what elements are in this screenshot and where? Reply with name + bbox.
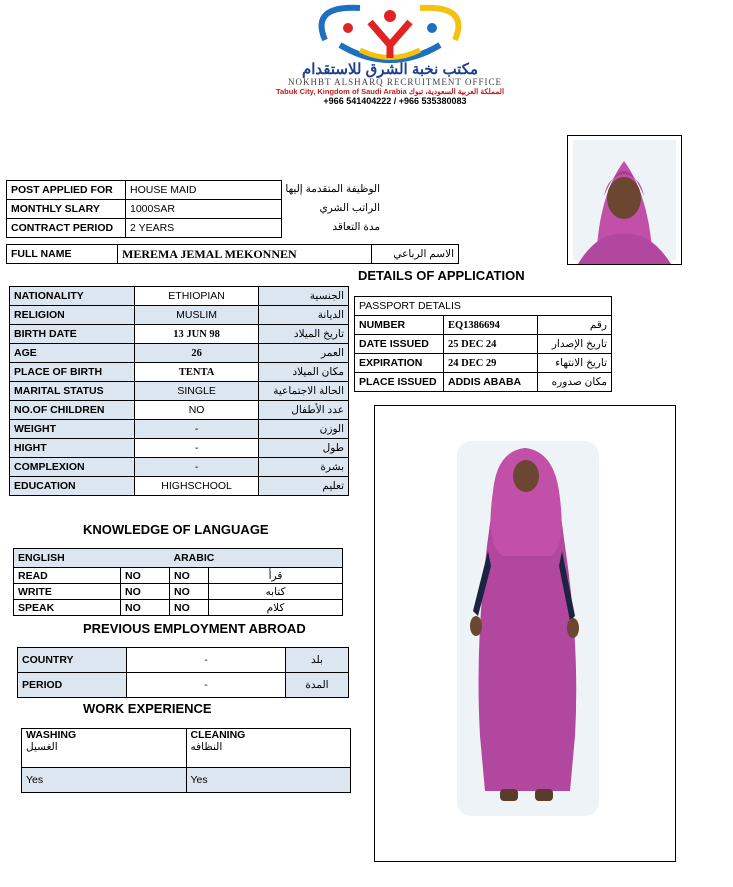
passport-label: DATE ISSUED [355, 335, 444, 354]
personal-row [10, 458, 349, 477]
post-label: MONTHLY SLARY [7, 200, 126, 219]
passport-value: 25 DEC 24 [444, 335, 538, 354]
employment-row [18, 648, 349, 673]
personal-row [10, 477, 349, 496]
language-title: KNOWLEDGE OF LANGUAGE [83, 522, 269, 537]
personal-row [10, 344, 349, 363]
personal-value: - [134, 420, 259, 439]
passport-value: EQ1386694 [444, 316, 538, 335]
work-cleaning-en: CLEANING [190, 729, 246, 741]
personal-ar-label: تعليم [259, 477, 349, 496]
personal-ar-label: مكان الميلاد [259, 363, 349, 382]
work-title: WORK EXPERIENCE [83, 701, 212, 716]
employment-ar-label: المدة [286, 673, 349, 698]
personal-label: NO.OF CHILDREN [10, 401, 135, 420]
language-ar-label: كتابه [209, 584, 343, 600]
personal-row [10, 439, 349, 458]
language-skill-label: WRITE [14, 584, 121, 600]
post-label: CONTRACT PERIOD [7, 219, 126, 238]
passport-title: PASSPORT DETALIS [355, 297, 612, 316]
passport-ar-label: مكان صدوره [538, 373, 612, 392]
post-value: HOUSE MAID [126, 181, 282, 200]
fullname-label: FULL NAME [7, 245, 118, 264]
passport-ar-label: تاريخ الانتهاء [538, 354, 612, 373]
personal-value: SINGLE [134, 382, 259, 401]
fullname-ar-label: الاسم الرباعي [372, 245, 459, 264]
personal-value: HIGHSCHOOL [134, 477, 259, 496]
passport-row [355, 335, 612, 354]
personal-row [10, 325, 349, 344]
post-label: POST APPLIED FOR [7, 181, 126, 200]
passport-value: 24 DEC 29 [444, 354, 538, 373]
personal-label: RELIGION [10, 306, 135, 325]
work-washing-en: WASHING [26, 729, 77, 741]
personal-value: - [134, 439, 259, 458]
post-table [6, 180, 282, 238]
language-english-value: NO [121, 584, 170, 600]
arabic-header: ARABIC [170, 549, 343, 568]
employment-value: - [127, 648, 286, 673]
employment-title: PREVIOUS EMPLOYMENT ABROAD [83, 621, 306, 636]
passport-value: ADDIS ABABA [444, 373, 538, 392]
passport-label: PLACE ISSUED [355, 373, 444, 392]
language-skill-label: SPEAK [14, 600, 121, 616]
personal-table [9, 286, 349, 496]
personal-label: NATIONALITY [10, 287, 135, 306]
personal-row [10, 382, 349, 401]
personal-row [10, 306, 349, 325]
english-header: ENGLISH [14, 549, 170, 568]
portrait-photo-frame [567, 135, 682, 265]
language-english-value: NO [121, 600, 170, 616]
post-ar-label: مدة التعاقد [332, 221, 380, 233]
passport-row [355, 373, 612, 392]
personal-ar-label: طول [259, 439, 349, 458]
personal-label: MARITAL STATUS [10, 382, 135, 401]
personal-ar-label: الوزن [259, 420, 349, 439]
personal-value: ETHIOPIAN [134, 287, 259, 306]
personal-label: EDUCATION [10, 477, 135, 496]
personal-value: NO [134, 401, 259, 420]
personal-ar-label: الحالة الاجتماعية [259, 382, 349, 401]
personal-label: HIGHT [10, 439, 135, 458]
personal-label: BIRTH DATE [10, 325, 135, 344]
post-ar-label: الوظيفة المتقدمة إليها [285, 183, 380, 195]
address-en: Tabuk City, Kingdom of Saudi Arabia [275, 87, 407, 96]
language-row [14, 584, 343, 600]
work-cleaning-ar: النظافه [190, 741, 223, 753]
post-value: 1000SAR [126, 200, 282, 219]
passport-ar-label: تاريخ الإصدار [538, 335, 612, 354]
post-ar-label: الراتب الشري [319, 202, 380, 214]
portrait-photo [568, 136, 681, 264]
passport-table [354, 296, 612, 392]
fullname-table [6, 244, 459, 264]
personal-ar-label: الجنسية [259, 287, 349, 306]
employment-label: COUNTRY [18, 648, 127, 673]
language-arabic-value: NO [170, 584, 209, 600]
passport-row [355, 316, 612, 335]
language-table [13, 548, 343, 616]
personal-row [10, 401, 349, 420]
office-name-en: NOKHBT ALSHARQ RECRUITMENT OFFICE [288, 77, 502, 87]
language-arabic-value: NO [170, 600, 209, 616]
full-body-photo [375, 406, 675, 861]
header [230, 0, 550, 110]
personal-value: 26 [134, 344, 259, 363]
personal-ar-label: عدد الأطفال [259, 401, 349, 420]
language-row [14, 600, 343, 616]
personal-label: COMPLEXION [10, 458, 135, 477]
personal-row [10, 420, 349, 439]
language-skill-label: READ [14, 568, 121, 584]
personal-ar-label: الديانة [259, 306, 349, 325]
post-value: 2 YEARS [126, 219, 282, 238]
post-row [7, 219, 282, 238]
personal-value: MUSLIM [134, 306, 259, 325]
personal-ar-label: بشرة [259, 458, 349, 477]
personal-value: 13 JUN 98 [134, 325, 259, 344]
passport-label: EXPIRATION [355, 354, 444, 373]
work-washing-value: Yes [22, 768, 187, 793]
work-washing-ar: الغسيل [26, 741, 58, 753]
employment-value: - [127, 673, 286, 698]
language-arabic-value: NO [170, 568, 209, 584]
details-title: DETAILS OF APPLICATION [358, 268, 525, 283]
personal-label: WEIGHT [10, 420, 135, 439]
address-ar: المملكة العربية السعودية، تبوك [408, 87, 505, 96]
work-table [21, 728, 351, 793]
language-english-value: NO [121, 568, 170, 584]
language-row [14, 568, 343, 584]
personal-ar-label: العمر [259, 344, 349, 363]
personal-ar-label: تاريخ الميلاد [259, 325, 349, 344]
post-row [7, 181, 282, 200]
language-ar-label: كلام [209, 600, 343, 616]
personal-label: PLACE OF BIRTH [10, 363, 135, 382]
fullname-value: MEREMA JEMAL MEKONNEN [118, 245, 372, 264]
personal-row [10, 363, 349, 382]
employment-ar-label: بلد [286, 648, 349, 673]
personal-label: AGE [10, 344, 135, 363]
work-col-cleaning [186, 729, 351, 768]
office-phones: +966 541404222 / +966 535380083 [323, 96, 467, 106]
passport-ar-label: رقم [538, 316, 612, 335]
personal-value: - [134, 458, 259, 477]
employment-row [18, 673, 349, 698]
work-cleaning-value: Yes [186, 768, 351, 793]
language-ar-label: قرأ [209, 568, 343, 584]
employment-table [17, 647, 349, 698]
post-row [7, 200, 282, 219]
office-address [235, 87, 545, 96]
passport-label: NUMBER [355, 316, 444, 335]
office-name-ar: مكتب نخبة الشرق للاستقدام [301, 61, 479, 78]
employment-label: PERIOD [18, 673, 127, 698]
full-body-photo-frame [374, 405, 676, 862]
personal-value: TENTA [134, 363, 259, 382]
post-arabic-labels [282, 180, 380, 237]
work-col-washing [22, 729, 187, 768]
passport-row [355, 354, 612, 373]
personal-row [10, 287, 349, 306]
